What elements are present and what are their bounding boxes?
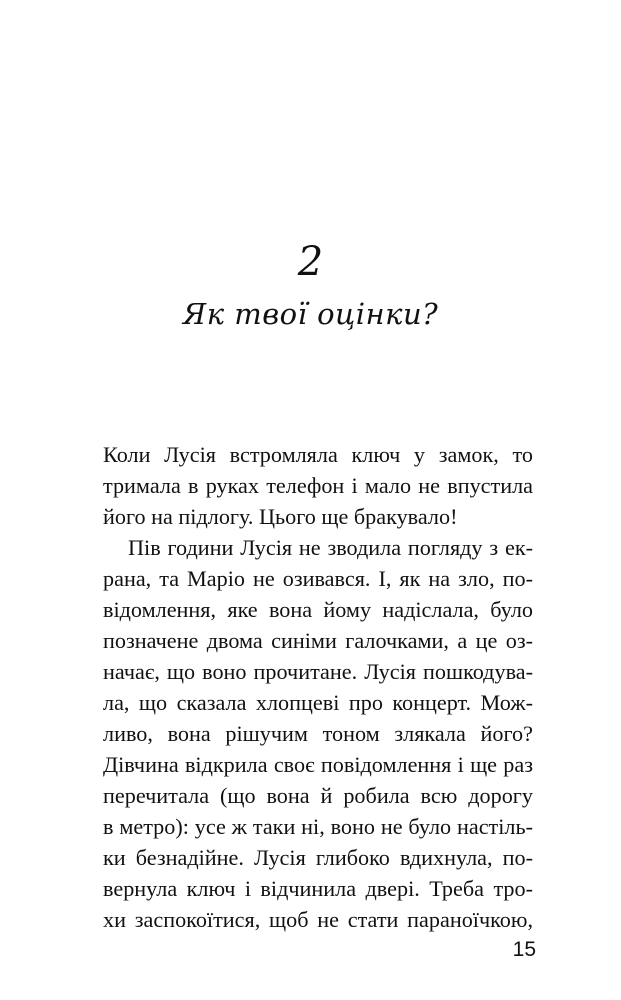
text-line: ла, що сказала хлопцеві про концерт. Мож- xyxy=(103,690,533,715)
text-line: хи заспокоїтися, щоб не стати параноїчкою, xyxy=(103,907,533,932)
text-line: відомлення, яке вона йому надіслала, було xyxy=(103,597,533,622)
text-line: ки безнадійне. Лусія глибоко вдихнула, по- xyxy=(103,845,533,870)
text-line: Коли Лусія встромляла ключ у замок, то xyxy=(103,442,533,467)
text-line: начає, що воно прочитане. Лусія пошкодува- xyxy=(103,659,533,684)
text-line: тримала в руках телефон і мало не впустила xyxy=(103,473,533,498)
text-line: вернула ключ і відчинила двері. Треба тро- xyxy=(103,876,533,901)
paragraph-1 xyxy=(103,439,533,532)
text-line: Дівчина відкрила своє повідомлення і ще раз xyxy=(103,752,533,777)
page-number: 15 xyxy=(512,938,536,961)
text-line: рана, та Маріо не озивався. І, як на зло, по- xyxy=(103,566,533,591)
text-line: в метро): усе ж таки ні, воно не було настіль- xyxy=(103,814,533,839)
chapter-number: 2 xyxy=(297,239,324,285)
text-line: ливо, вона рішучим тоном злякала його? xyxy=(103,721,533,746)
text-line: Пів години Лусія не зводила погляду з ек- xyxy=(128,535,533,560)
text-line: перечитала (що вона й робила всю дорогу xyxy=(103,783,533,808)
paragraph-2 xyxy=(103,532,533,935)
text-line: позначене двома синіми галочками, а це оз- xyxy=(103,628,533,653)
body-text xyxy=(103,439,533,935)
chapter-title: Як твої оцінки? xyxy=(182,297,439,331)
text-line: його на підлогу. Цього ще бракувало! xyxy=(103,504,458,529)
